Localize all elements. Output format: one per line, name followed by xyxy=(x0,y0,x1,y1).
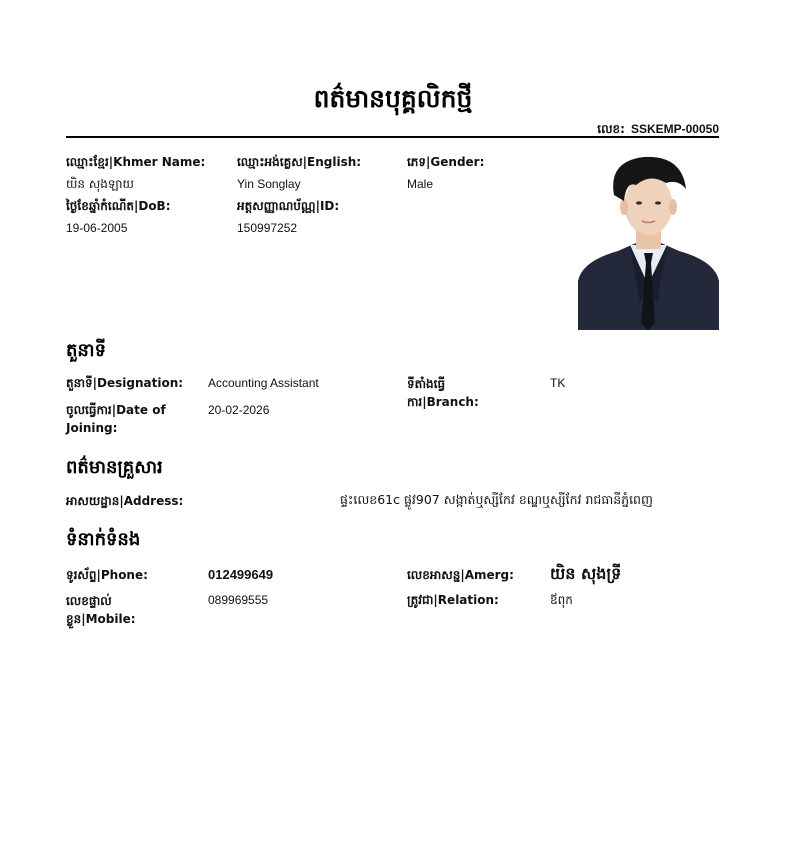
family-section-title: ពត៌មានគ្រួសារ xyxy=(66,457,163,478)
gender-value: Male xyxy=(407,177,434,191)
relation-value: ឪពុក xyxy=(550,593,573,607)
emergency-name-value: យិន សុងទ្រី xyxy=(550,564,622,583)
khmer-name-label: ឈ្មោះខ្មែរ|Khmer Name: xyxy=(66,155,206,169)
english-name-label: ឈ្មោះអង់គ្លេស|English: xyxy=(237,155,362,169)
id-value: 150997252 xyxy=(237,221,298,235)
branch-label: ទីតាំងធ្វើការ|Branch: xyxy=(407,377,479,409)
phone-value: 012499649 xyxy=(208,567,274,582)
dob-value: 19-06-2005 xyxy=(66,221,128,235)
address-value: ផ្ទះលេខ61c ផ្លូវ907 សង្កាត់ឬស្សីកែវ ខណ្ឌឬស្សីកែវ រាជធានីភ្នំពេញ xyxy=(340,492,653,507)
english-name-value: Yin Songlay xyxy=(237,177,301,191)
address-label: អាសយដ្ឋាន|Address: xyxy=(66,494,184,508)
mobile-label: លេខផ្ទាល់ខ្លួន|Mobile: xyxy=(66,594,136,626)
joining-label: ចូលធ្វើការ|Date of Joining: xyxy=(66,403,166,435)
portrait-image xyxy=(578,153,719,330)
joining-value: 20-02-2026 xyxy=(208,403,270,417)
mobile-value: 089969555 xyxy=(208,593,269,607)
header-divider xyxy=(66,136,719,138)
employee-photo xyxy=(578,153,719,330)
emergency-label: លេខអាសន្ន|Amerg: xyxy=(407,568,514,582)
relation-label: ត្រូវជា|Relation: xyxy=(407,593,499,607)
khmer-name-value: យិន សុងឡាយ xyxy=(66,177,134,191)
page-title: ពត៌មានបុគ្គលិកថ្មី xyxy=(313,84,473,113)
reference-label: លេខ: xyxy=(597,122,625,136)
position-section-title: តួនាទី xyxy=(66,340,106,361)
gender-label: ភេទ|Gender: xyxy=(407,155,485,169)
designation-label: តួនាទី|Designation: xyxy=(66,376,184,390)
phone-label: ទូរស័ព្ទ|Phone: xyxy=(66,568,148,582)
branch-value: TK xyxy=(550,376,566,390)
id-label: អត្តសញ្ញាណប័ណ្ណ|ID: xyxy=(237,199,340,213)
contact-section-title: ទំនាក់ទំនង xyxy=(66,529,141,550)
reference-value: SSKEMP-00050 xyxy=(630,122,719,136)
designation-value: Accounting Assistant xyxy=(208,376,319,390)
dob-label: ថ្ងៃខែឆ្នាំកំណើត|DoB: xyxy=(66,199,171,213)
